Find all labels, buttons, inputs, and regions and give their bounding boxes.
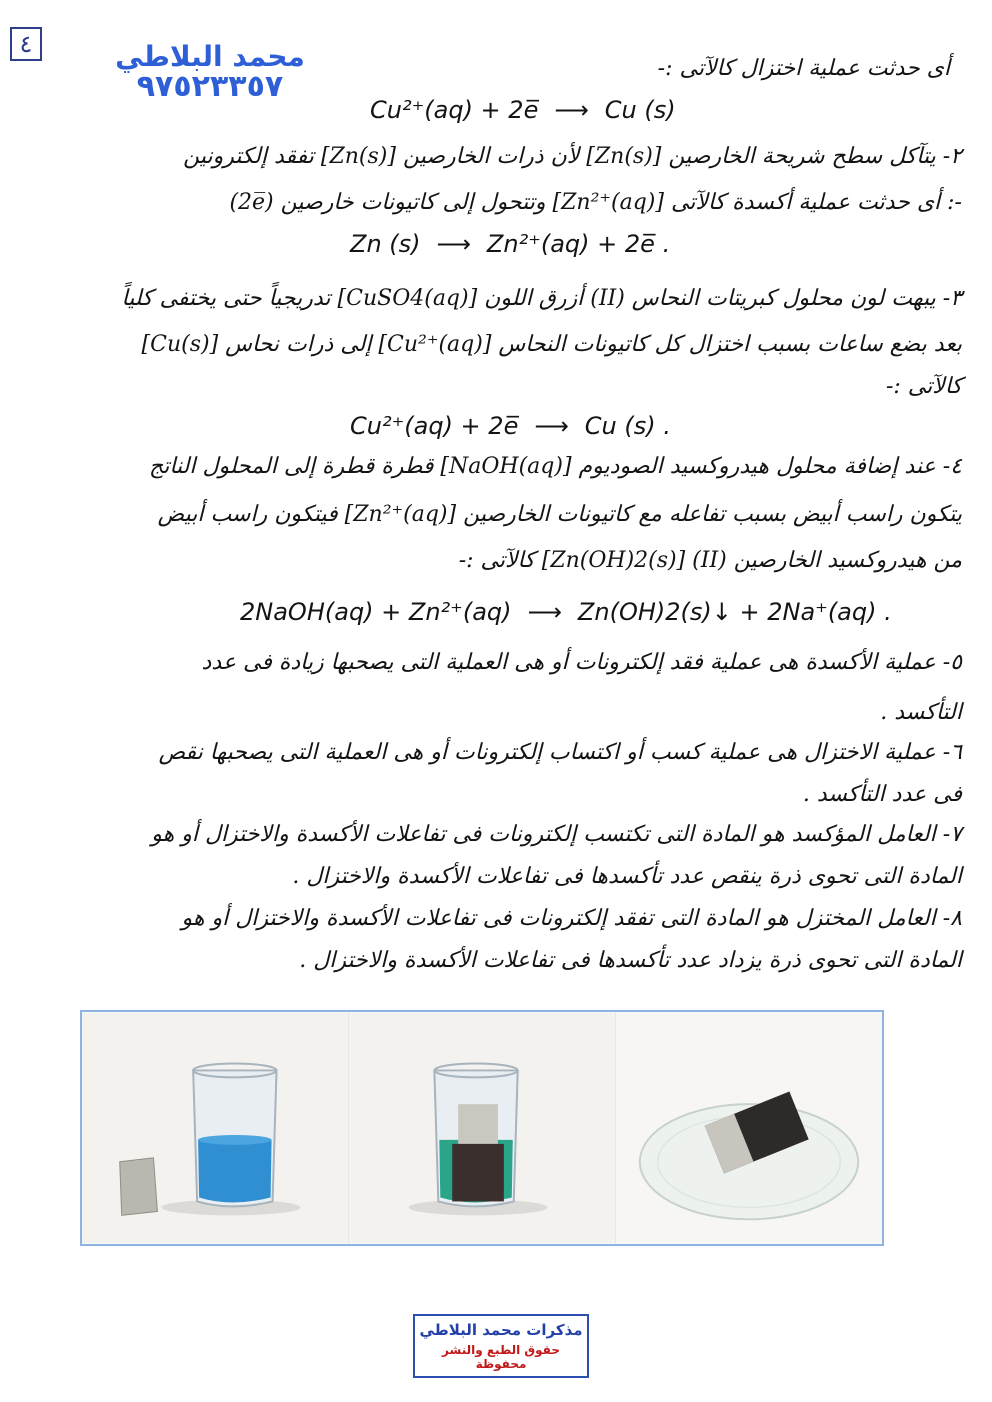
photo-reaction-beaker [348, 1012, 615, 1244]
text-line: ٥- عملية الأكسدة هى عملية فقد إلكترونات أو هى العملية التى يصحبها زيادة فى عدد [201, 650, 962, 675]
text-line: ٢- يتآكل سطح شريحة الخارصين [Zn(s)] لأن ذرات الخارصين [Zn(s)] تفقد إلكترونين [183, 144, 962, 169]
equation-right: Zn²⁺(aq) + 2e̅ . [486, 230, 671, 258]
text-line: فى عدد التأكسد . [802, 782, 962, 807]
photo-watch-glass [615, 1012, 882, 1244]
text-line: ٨- العامل المختزل هو المادة التى تفقد إلكترونات فى تفاعلات الأكسدة والاختزال أو هو [181, 906, 962, 931]
equation [350, 230, 670, 258]
text-line: التأكسد . [880, 700, 962, 725]
equation-left: Zn (s) [350, 230, 421, 258]
text-line: من هيدروكسيد الخارصين (II) [Zn(OH)2(s)] كالآتى :- [458, 548, 962, 573]
equation-left: Cu²⁺(aq) + 2e̅ [370, 96, 539, 124]
photo-copper-sulfate-beaker [82, 1012, 348, 1244]
text-line: كالآتى :- [885, 374, 962, 399]
watch-glass-image [616, 1012, 882, 1244]
arrow-icon: ⟶ [554, 96, 589, 124]
beaker-blue-image [82, 1012, 348, 1244]
experiment-photos [80, 1010, 884, 1246]
text-line: ٦- عملية الاختزال هى عملية كسب أو اكتساب إلكترونات أو هى العملية التى يصحبها نقص [158, 740, 962, 765]
publisher-stamp [413, 1314, 589, 1378]
page-number: ٤ [10, 27, 42, 61]
author-name: محمد البلاطي [115, 40, 305, 73]
text-line: (2e̅) وتتحول إلى كاتيونات خارصين [Zn²⁺(aq)] أى حدثت عملية أكسدة كالآتى :- [229, 190, 962, 215]
author-phone: ٩٧٥٢٣٣٥٧ [136, 69, 284, 105]
arrow-icon: ⟶ [527, 598, 562, 626]
text-line: ٣- يبهت لون محلول كبريتات النحاس (II) أزرق اللون [CuSO4(aq)] تدريجياً حتى يختفى كلياً [121, 286, 962, 311]
text-line: ٧- العامل المؤكسد هو المادة التى تكتسب إلكترونات فى تفاعلات الأكسدة والاختزال أو هو [151, 822, 962, 847]
equation [370, 96, 676, 124]
equation [350, 412, 671, 440]
equation-right: Cu (s) [604, 96, 676, 124]
author-header [110, 42, 310, 103]
stamp-title: مذكرات محمد البلاطي [419, 1321, 583, 1339]
text-line: المادة التى تحوى ذرة يزداد عدد تأكسدها فى تفاعلات الأكسدة والاختزال . [299, 948, 962, 973]
equation-right: Zn(OH)2(s)↓ + 2Na⁺(aq) . [577, 598, 892, 626]
equation [240, 598, 892, 626]
text-line: أى حدثت عملية اختزال كالآتى :- [657, 56, 950, 81]
arrow-icon: ⟶ [436, 230, 471, 258]
text-line: المادة التى تحوى ذرة ينقص عدد تأكسدها فى تفاعلات الأكسدة والاختزال . [292, 864, 962, 889]
text-line: بعد بضع ساعات بسبب اختزال كل كاتيونات النحاس [Cu²⁺(aq)] إلى ذرات نحاس [Cu(s)] [141, 332, 962, 357]
equation-left: Cu²⁺(aq) + 2e̅ [350, 412, 519, 440]
text-line: يتكون راسب أبيض بسبب تفاعله مع كاتيونات الخارصين [Zn²⁺(aq)] فيتكون راسب أبيض [157, 502, 962, 527]
text-line: ٤- عند إضافة محلول هيدروكسيد الصوديوم [NaOH(aq)] قطرة قطرة إلى المحلول الناتج [149, 454, 962, 479]
equation-right: Cu (s) . [584, 412, 671, 440]
arrow-icon: ⟶ [534, 412, 569, 440]
stamp-subtitle: حقوق الطبع والنشر محفوظة [442, 1343, 560, 1371]
equation-left: 2NaOH(aq) + Zn²⁺(aq) [240, 598, 512, 626]
beaker-deposit-image [349, 1012, 615, 1244]
